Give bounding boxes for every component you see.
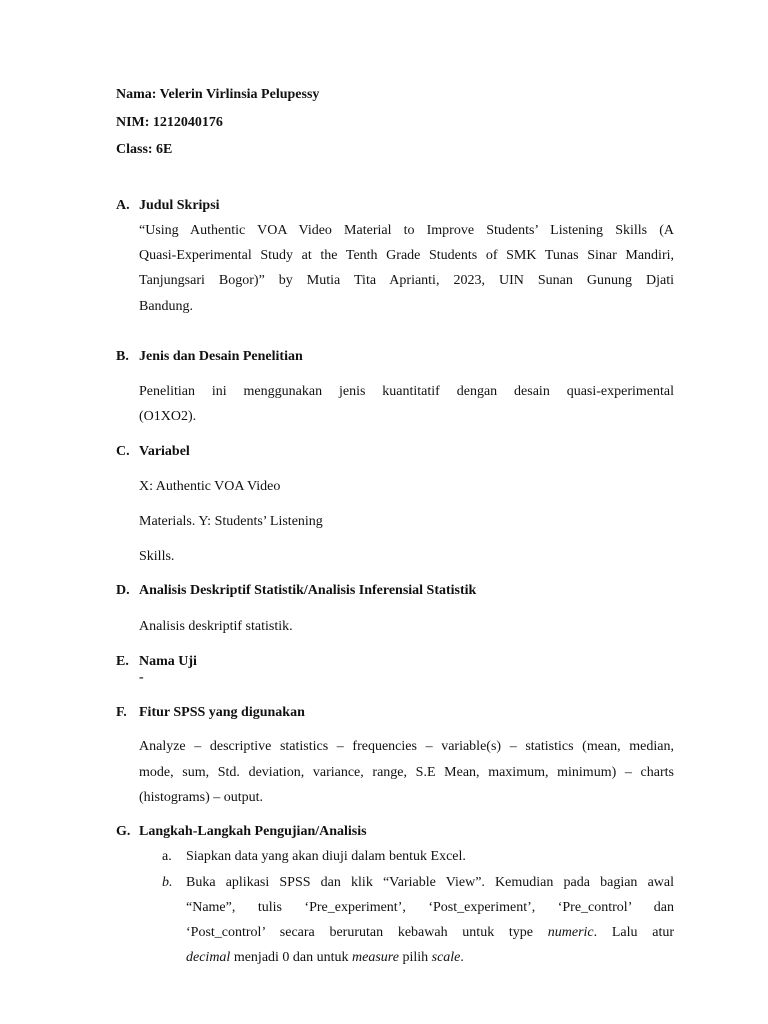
section-f-line-3: (histograms) – output.: [139, 790, 264, 805]
section-a-line-1: “Using Authentic VOA Video Material to Improve Students’ Listening Skills (A: [139, 223, 674, 238]
item-b-scale: scale: [431, 950, 461, 965]
section-a-line-3: Tanjungsari Bogor)” by Mutia Tita Aprianti, 2023, UIN Sunan Gunung Djati: [139, 273, 674, 288]
section-g-marker: G.: [116, 824, 131, 839]
section-b-marker: B.: [116, 349, 129, 364]
section-f-marker: F.: [116, 705, 127, 720]
item-b-line-4: [186, 949, 464, 967]
section-a-marker: A.: [116, 198, 130, 213]
section-b-heading: Jenis dan Desain Penelitian: [139, 349, 303, 364]
section-b-line-2: (O1XO2).: [139, 409, 197, 424]
item-a-line-1: Siapkan data yang akan diuji dalam bentuk Excel.: [186, 849, 466, 864]
item-b-line-4-text-b: menjadi 0 dan untuk: [230, 950, 353, 965]
section-e-marker: E.: [116, 654, 129, 669]
item-b-numeric: numeric: [547, 925, 594, 940]
item-b-line-3-text-a: ‘Post_control’ secara berurutan kebawah untuk type: [186, 925, 548, 940]
section-a-line-2: Quasi-Experimental Study at the Tenth Grade Students of SMK Tunas Sinar Mandiri,: [139, 248, 674, 263]
section-a-heading: Judul Skripsi: [139, 198, 220, 213]
section-e-dash: -: [139, 670, 144, 685]
section-f-line-2: mode, sum, Std. deviation, variance, range, S.E Mean, maximum, minimum) – charts: [139, 765, 674, 780]
item-b-line-4-text-f: .: [460, 950, 464, 965]
item-b-line-1: Buka aplikasi SPSS dan klik “Variable View”. Kemudian pada bagian awal: [186, 875, 674, 890]
section-d-line-1: Analisis deskriptif statistik.: [139, 619, 293, 634]
item-a-marker: a.: [162, 849, 172, 864]
section-e-heading: Nama Uji: [139, 654, 197, 669]
section-c-marker: C.: [116, 444, 130, 459]
section-b-line-1: Penelitian ini menggunakan jenis kuantitatif dengan desain quasi-experimental: [139, 384, 674, 399]
section-g-heading: Langkah-Langkah Pengujian/Analisis: [139, 824, 367, 839]
section-d-marker: D.: [116, 583, 130, 598]
section-c-heading: Variabel: [139, 444, 190, 459]
section-a-line-4: Bandung.: [139, 299, 194, 314]
section-c-line-2: Materials. Y: Students’ Listening: [139, 514, 323, 529]
section-c-line-3: Skills.: [139, 549, 175, 564]
item-b-line-2: “Name”, tulis ‘Pre_experiment’, ‘Post_experiment’, ‘Pre_control’ dan: [186, 900, 674, 915]
item-b-line-4-text-d: pilih: [398, 950, 432, 965]
item-b-measure: measure: [352, 950, 399, 965]
section-f-line-1: Analyze – descriptive statistics – frequencies – variable(s) – statistics (mean, median,: [139, 739, 674, 754]
item-b-marker: b.: [162, 875, 173, 890]
section-c-line-1: X: Authentic VOA Video: [139, 479, 281, 494]
item-b-line-3: [186, 924, 674, 942]
section-f-heading: Fitur SPSS yang digunakan: [139, 705, 305, 720]
student-class: Class: 6E: [116, 142, 173, 157]
student-name: Nama: Velerin Virlinsia Pelupessy: [116, 87, 320, 102]
section-d-heading: Analisis Deskriptif Statistik/Analisis Inferensial Statistik: [139, 583, 477, 598]
item-b-line-3-text-c: . Lalu atur: [593, 925, 675, 940]
student-nim: NIM: 1212040176: [116, 115, 223, 130]
item-b-decimal: decimal: [186, 950, 231, 965]
